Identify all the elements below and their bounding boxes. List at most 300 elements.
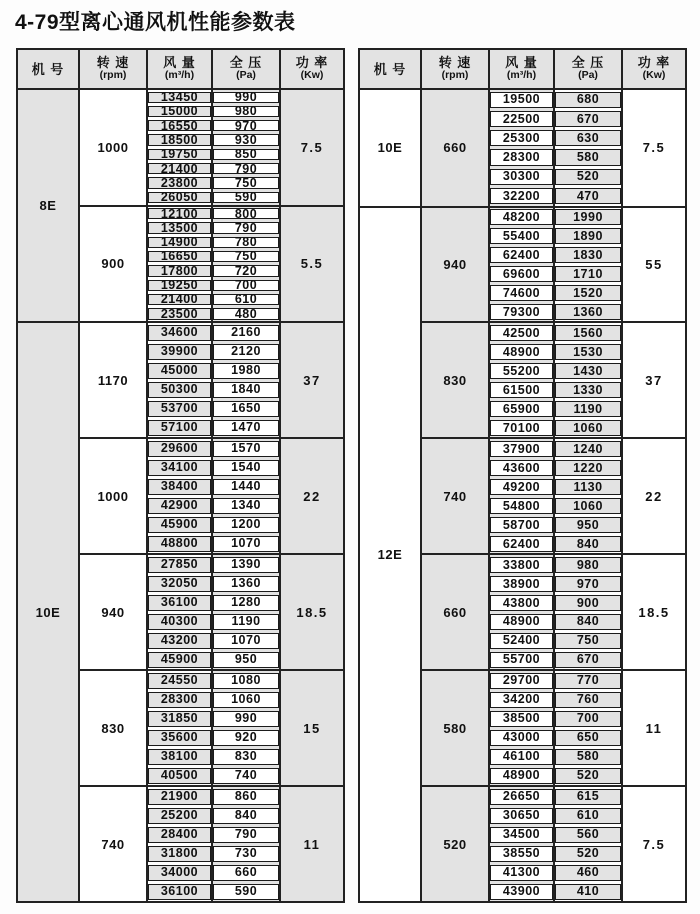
- power-value: 5.5: [279, 207, 343, 322]
- data-row: [490, 690, 621, 709]
- flow-value: 15000: [148, 106, 211, 117]
- pressure-cell: [553, 148, 621, 167]
- pressure-value: 1990: [555, 209, 621, 225]
- flow-value: 29700: [490, 673, 553, 689]
- pressure-cell: [553, 728, 621, 747]
- flow-value: 34500: [490, 827, 553, 843]
- flow-value: 38100: [148, 749, 211, 765]
- rpm-groups: [80, 323, 343, 901]
- data-row: [148, 496, 279, 515]
- flow-cell: [490, 323, 553, 342]
- flow-value: 36100: [148, 884, 211, 900]
- pressure-cell: [553, 574, 621, 593]
- flow-cell: [490, 787, 553, 806]
- flow-value: 53700: [148, 401, 211, 417]
- pressure-cell: [211, 307, 279, 321]
- pressure-value: 1200: [213, 517, 279, 533]
- rpm-value: 940: [80, 555, 148, 669]
- data-rows: [148, 323, 279, 437]
- machine-label: 10E: [360, 90, 422, 206]
- pressure-value: 580: [555, 149, 621, 165]
- rpm-value: 740: [80, 787, 148, 901]
- rpm-group: [422, 437, 685, 553]
- flow-value: 22500: [490, 111, 553, 127]
- data-row: [490, 612, 621, 631]
- flow-cell: [490, 129, 553, 148]
- pressure-cell: [211, 399, 279, 418]
- power-value: 7.5: [621, 90, 685, 206]
- pressure-value: 520: [555, 768, 621, 784]
- data-row: [490, 458, 621, 477]
- pressure-value: 840: [213, 808, 279, 824]
- pressure-value: 750: [555, 633, 621, 649]
- flow-cell: [148, 264, 211, 278]
- data-row: [490, 806, 621, 825]
- pressure-value: 1280: [213, 595, 279, 611]
- rpm-value: 520: [422, 787, 490, 901]
- flow-value: 49200: [490, 479, 553, 495]
- pressure-cell: [553, 496, 621, 515]
- flow-cell: [148, 439, 211, 458]
- data-row: [490, 671, 621, 690]
- flow-value: 13450: [148, 92, 211, 103]
- flow-cell: [148, 496, 211, 515]
- rpm-group: [80, 323, 343, 437]
- flow-value: 38900: [490, 576, 553, 592]
- flow-cell: [490, 650, 553, 669]
- flow-value: 34600: [148, 325, 211, 341]
- flow-value: 41300: [490, 865, 553, 881]
- pressure-cell: [211, 671, 279, 690]
- flow-value: 13500: [148, 222, 211, 233]
- pressure-cell: [211, 766, 279, 785]
- pressure-value: 980: [213, 106, 279, 117]
- data-row: [490, 186, 621, 205]
- pressure-value: 980: [555, 557, 621, 573]
- flow-cell: [148, 458, 211, 477]
- flow-value: 29600: [148, 441, 211, 457]
- data-row: [148, 361, 279, 380]
- flow-cell: [490, 574, 553, 593]
- data-row: [490, 246, 621, 265]
- pressure-cell: [553, 380, 621, 399]
- speed-header-label: 转 速: [96, 55, 130, 70]
- pressure-cell: [211, 747, 279, 766]
- pressure-cell: [211, 534, 279, 553]
- data-row: [148, 133, 279, 147]
- flow-cell: [490, 863, 553, 882]
- pressure-value: 1650: [213, 401, 279, 417]
- power-value: 18.5: [279, 555, 343, 669]
- flow-value: 23800: [148, 177, 211, 188]
- flow-cell: [148, 399, 211, 418]
- flow-cell: [148, 671, 211, 690]
- rpm-value: 1170: [80, 323, 148, 437]
- flow-value: 46100: [490, 749, 553, 765]
- header-cell-speed: [422, 50, 490, 88]
- data-row: [148, 221, 279, 235]
- pressure-value: 560: [555, 827, 621, 843]
- data-row: [148, 747, 279, 766]
- pow-header-unit: (Kw): [642, 69, 666, 81]
- pressure-cell: [553, 90, 621, 109]
- flow-cell: [148, 147, 211, 161]
- flow-cell: [490, 747, 553, 766]
- pressure-cell: [211, 555, 279, 574]
- flow-value: 21900: [148, 789, 211, 805]
- rpm-value: 740: [422, 439, 490, 553]
- flow-value: 62400: [490, 247, 553, 263]
- flow-cell: [490, 148, 553, 167]
- rpm-group: [80, 669, 343, 785]
- pressure-value: 1470: [213, 420, 279, 436]
- machine-header-label: 机 号: [373, 61, 407, 77]
- pressure-cell: [553, 227, 621, 246]
- rpm-group: [422, 321, 685, 437]
- data-rows: [490, 555, 621, 669]
- data-row: [490, 361, 621, 380]
- pressure-cell: [211, 162, 279, 176]
- pressure-cell: [211, 235, 279, 249]
- pressure-cell: [553, 844, 621, 863]
- flow-value: 18500: [148, 134, 211, 145]
- flow-cell: [148, 250, 211, 264]
- pressure-value: 1980: [213, 363, 279, 379]
- press-header-label: 全 压: [571, 55, 605, 70]
- pressure-cell: [211, 690, 279, 709]
- pressure-value: 520: [555, 846, 621, 862]
- data-row: [490, 574, 621, 593]
- pressure-cell: [553, 671, 621, 690]
- pressure-cell: [553, 825, 621, 844]
- data-row: [148, 766, 279, 785]
- flow-cell: [148, 133, 211, 147]
- flow-value: 39900: [148, 344, 211, 360]
- flow-value: 74600: [490, 285, 553, 301]
- pressure-value: 920: [213, 730, 279, 746]
- pressure-value: 970: [555, 576, 621, 592]
- flow-cell: [490, 227, 553, 246]
- data-row: [148, 650, 279, 669]
- flow-value: 16550: [148, 120, 211, 131]
- pressure-cell: [211, 104, 279, 118]
- pressure-value: 840: [555, 614, 621, 630]
- flow-value: 30650: [490, 808, 553, 824]
- flow-cell: [148, 728, 211, 747]
- flow-value: 28400: [148, 827, 211, 843]
- flow-cell: [490, 728, 553, 747]
- flow-cell: [148, 477, 211, 496]
- flow-cell: [148, 631, 211, 650]
- flow-cell: [490, 534, 553, 553]
- press-header-unit: (Pa): [578, 69, 598, 81]
- pressure-value: 1710: [555, 266, 621, 282]
- pressure-value: 580: [555, 749, 621, 765]
- pressure-value: 730: [213, 846, 279, 862]
- flow-cell: [490, 399, 553, 418]
- data-row: [490, 109, 621, 128]
- flow-cell: [148, 342, 211, 361]
- pressure-cell: [553, 747, 621, 766]
- flow-cell: [148, 361, 211, 380]
- data-row: [148, 147, 279, 161]
- power-value: 18.5: [621, 555, 685, 669]
- rpm-group: [80, 785, 343, 901]
- data-rows: [490, 323, 621, 437]
- pressure-cell: [211, 806, 279, 825]
- pressure-cell: [211, 844, 279, 863]
- pressure-cell: [553, 555, 621, 574]
- pressure-cell: [211, 380, 279, 399]
- pressure-value: 860: [213, 789, 279, 805]
- flow-cell: [490, 515, 553, 534]
- flow-cell: [148, 787, 211, 806]
- pressure-cell: [553, 631, 621, 650]
- flow-cell: [490, 709, 553, 728]
- flow-cell: [148, 555, 211, 574]
- flow-cell: [148, 90, 211, 104]
- pressure-value: 590: [213, 884, 279, 900]
- pressure-cell: [553, 593, 621, 612]
- flow-value: 33800: [490, 557, 553, 573]
- pressure-value: 610: [555, 808, 621, 824]
- data-row: [490, 787, 621, 806]
- rpm-groups: [80, 90, 343, 321]
- pressure-cell: [211, 221, 279, 235]
- header-row: [18, 50, 343, 90]
- pressure-value: 1060: [213, 692, 279, 708]
- flow-cell: [148, 307, 211, 321]
- data-row: [490, 477, 621, 496]
- pressure-value: 615: [555, 789, 621, 805]
- data-row: [148, 342, 279, 361]
- flow-value: 12100: [148, 208, 211, 219]
- pressure-cell: [553, 515, 621, 534]
- pressure-value: 1080: [213, 673, 279, 689]
- rpm-value: 830: [422, 323, 490, 437]
- flow-value: 14900: [148, 237, 211, 248]
- pressure-value: 630: [555, 130, 621, 146]
- flow-cell: [490, 555, 553, 574]
- pressure-cell: [211, 133, 279, 147]
- flow-value: 25300: [490, 130, 553, 146]
- pressure-cell: [553, 612, 621, 631]
- flow-value: 61500: [490, 382, 553, 398]
- rpm-value: 1000: [80, 439, 148, 553]
- data-rows: [148, 671, 279, 785]
- data-row: [490, 148, 621, 167]
- pressure-value: 470: [555, 188, 621, 204]
- data-row: [490, 709, 621, 728]
- tables-container: [16, 48, 687, 903]
- data-row: [148, 307, 279, 321]
- pressure-value: 1430: [555, 363, 621, 379]
- data-row: [148, 863, 279, 882]
- flow-header-label: 风 量: [163, 55, 196, 70]
- pressure-cell: [211, 342, 279, 361]
- data-row: [148, 323, 279, 342]
- pressure-value: 750: [213, 251, 279, 262]
- pressure-cell: [553, 284, 621, 303]
- pressure-cell: [211, 574, 279, 593]
- data-row: [148, 399, 279, 418]
- rpm-group: [422, 669, 685, 785]
- machine-label: 12E: [360, 208, 422, 901]
- speed-header-unit: (rpm): [441, 69, 469, 81]
- flow-cell: [490, 284, 553, 303]
- pressure-value: 410: [555, 884, 621, 900]
- pressure-value: 1240: [555, 441, 621, 457]
- pressure-cell: [553, 863, 621, 882]
- flow-value: 79300: [490, 304, 553, 320]
- pressure-cell: [211, 593, 279, 612]
- press-header-unit: (Pa): [236, 69, 256, 81]
- press-header-label: 全 压: [229, 55, 263, 70]
- flow-cell: [148, 709, 211, 728]
- data-rows: [490, 671, 621, 785]
- flow-value: 42900: [148, 498, 211, 514]
- flow-cell: [148, 882, 211, 901]
- data-row: [148, 380, 279, 399]
- flow-cell: [490, 246, 553, 265]
- flow-cell: [148, 235, 211, 249]
- pressure-value: 610: [213, 294, 279, 305]
- data-row: [148, 690, 279, 709]
- flow-value: 45900: [148, 517, 211, 533]
- pressure-cell: [553, 806, 621, 825]
- flow-cell: [490, 631, 553, 650]
- pressure-cell: [211, 650, 279, 669]
- flow-value: 37900: [490, 441, 553, 457]
- flow-value: 34200: [490, 692, 553, 708]
- data-row: [148, 104, 279, 118]
- flow-cell: [490, 361, 553, 380]
- data-row: [148, 293, 279, 307]
- flow-value: 55400: [490, 228, 553, 244]
- pressure-cell: [211, 418, 279, 437]
- data-row: [148, 264, 279, 278]
- data-row: [490, 208, 621, 227]
- data-row: [148, 593, 279, 612]
- machine-section: [360, 206, 685, 901]
- pressure-value: 1360: [213, 576, 279, 592]
- data-row: [490, 593, 621, 612]
- flow-value: 69600: [490, 266, 553, 282]
- flow-value: 28300: [490, 149, 553, 165]
- pressure-cell: [211, 278, 279, 292]
- machine-label: 10E: [18, 323, 80, 901]
- pressure-value: 1830: [555, 247, 621, 263]
- pressure-value: 480: [213, 308, 279, 319]
- pressure-cell: [211, 515, 279, 534]
- pressure-value: 1130: [555, 479, 621, 495]
- flow-cell: [148, 162, 211, 176]
- flow-value: 24550: [148, 673, 211, 689]
- rpm-value: 1000: [80, 90, 148, 205]
- pressure-cell: [211, 264, 279, 278]
- data-row: [490, 167, 621, 186]
- pressure-value: 1190: [213, 614, 279, 630]
- data-row: [490, 844, 621, 863]
- flow-cell: [148, 207, 211, 221]
- data-row: [148, 612, 279, 631]
- header-cell-pow: [279, 50, 343, 88]
- data-row: [148, 882, 279, 901]
- pressure-cell: [553, 246, 621, 265]
- rpm-value: 830: [80, 671, 148, 785]
- flow-value: 57100: [148, 420, 211, 436]
- power-value: 7.5: [279, 90, 343, 205]
- flow-cell: [490, 766, 553, 785]
- rpm-group: [422, 553, 685, 669]
- pressure-value: 700: [555, 711, 621, 727]
- pressure-cell: [553, 361, 621, 380]
- flow-value: 38400: [148, 479, 211, 495]
- flow-value: 32050: [148, 576, 211, 592]
- pressure-cell: [211, 176, 279, 190]
- pressure-cell: [553, 882, 621, 901]
- flow-value: 30300: [490, 169, 553, 185]
- power-value: 55: [621, 208, 685, 322]
- data-row: [148, 806, 279, 825]
- flow-value: 48900: [490, 614, 553, 630]
- rpm-value: 580: [422, 671, 490, 785]
- speed-header-label: 转 速: [438, 55, 472, 70]
- flow-value: 31850: [148, 711, 211, 727]
- flow-cell: [490, 303, 553, 322]
- flow-value: 27850: [148, 557, 211, 573]
- pressure-value: 1560: [555, 325, 621, 341]
- flow-cell: [148, 650, 211, 669]
- data-row: [490, 728, 621, 747]
- pressure-value: 1390: [213, 557, 279, 573]
- flow-cell: [148, 612, 211, 631]
- pressure-value: 1070: [213, 633, 279, 649]
- pressure-value: 790: [213, 222, 279, 233]
- pressure-value: 850: [213, 149, 279, 160]
- flow-value: 21400: [148, 294, 211, 305]
- flow-cell: [490, 612, 553, 631]
- flow-cell: [148, 766, 211, 785]
- data-row: [148, 515, 279, 534]
- data-row: [148, 418, 279, 437]
- header-cell-speed: [80, 50, 148, 88]
- data-row: [490, 631, 621, 650]
- data-row: [148, 631, 279, 650]
- pressure-value: 950: [213, 652, 279, 668]
- power-value: 37: [621, 323, 685, 437]
- rpm-value: 660: [422, 555, 490, 669]
- data-row: [490, 863, 621, 882]
- speed-header-unit: (rpm): [99, 69, 127, 81]
- header-row: [360, 50, 685, 90]
- pow-header-unit: (Kw): [300, 69, 324, 81]
- header-cell-flow: [148, 50, 211, 88]
- pressure-value: 1330: [555, 382, 621, 398]
- pressure-value: 970: [213, 120, 279, 131]
- pressure-value: 720: [213, 265, 279, 276]
- flow-cell: [148, 119, 211, 133]
- pressure-value: 1520: [555, 285, 621, 301]
- machine-section: [18, 321, 343, 901]
- pressure-value: 830: [213, 749, 279, 765]
- data-row: [148, 190, 279, 204]
- data-row: [148, 574, 279, 593]
- pressure-value: 660: [213, 865, 279, 881]
- pressure-cell: [553, 766, 621, 785]
- rpm-value: 900: [80, 207, 148, 322]
- data-row: [490, 265, 621, 284]
